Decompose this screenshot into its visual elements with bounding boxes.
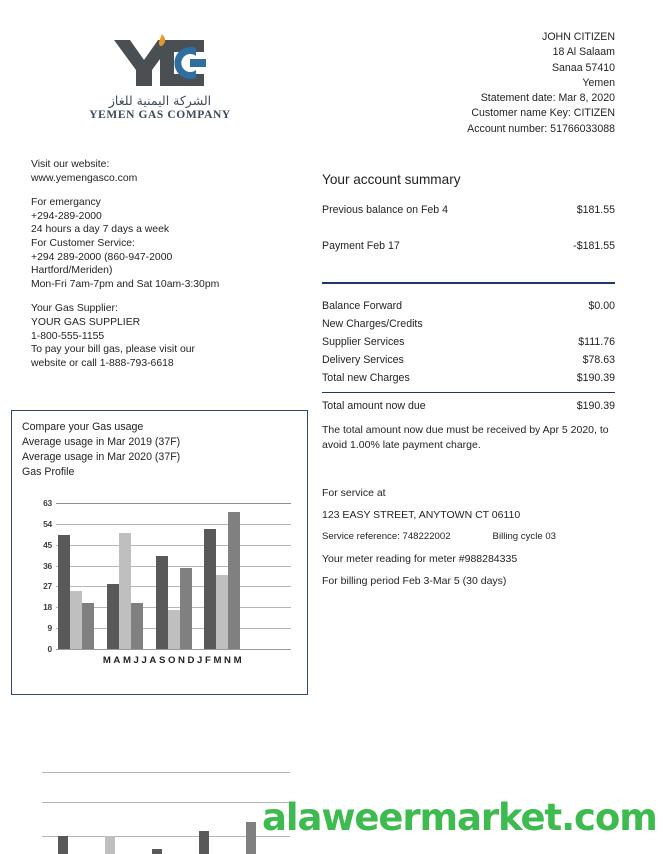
usage-legend-2019: Average usage in Mar 2019 (37F) [22, 436, 181, 448]
customer-service-hours: Mon-Fri 7am-7pm and Sat 10am-3:30pm [31, 278, 220, 290]
summary-row-balance-forward [322, 297, 615, 315]
spacer [322, 470, 615, 482]
spacer [322, 219, 615, 237]
spacer [31, 291, 301, 302]
bar-group [204, 512, 240, 649]
service-reference: Service reference: 748222002 [322, 531, 451, 542]
chart-plot-area [56, 503, 291, 650]
due-date-note: The total amount now due must be received by Apr 5 2020, to avoid 1.00% late payment charge. [322, 424, 609, 451]
chart-bar [228, 512, 240, 649]
chart-bar [152, 849, 162, 854]
summary-label: Delivery Services [322, 354, 404, 366]
y-tick-label: 27 [43, 581, 52, 592]
y-tick-label: 0 [47, 644, 52, 654]
summary-label: Total new Charges [322, 372, 410, 384]
website-label: Visit our website: [31, 159, 110, 170]
summary-label: New Charges/Credits [322, 318, 423, 330]
y-axis-tick-labels [22, 498, 52, 654]
company-name-arabic: الشركة اليمنية للغاز [108, 93, 212, 108]
summary-amount: -$181.55 [573, 240, 615, 252]
chart-bar [156, 556, 168, 649]
y-tick-label: 54 [43, 518, 52, 529]
gas-usage-bar-chart [22, 498, 299, 688]
supplier-label: Your Gas Supplier: [31, 303, 118, 315]
pay-instructions-line2: website or call 1-888-793-6618 [31, 357, 174, 369]
chart-bar [180, 568, 192, 649]
usage-legend-2020: Average usage in Mar 2020 (37F) [22, 451, 181, 463]
summary-row-previous-balance [322, 201, 615, 219]
secondary-bar-chart-partial [42, 764, 290, 854]
summary-label: Total amount now due [322, 400, 426, 412]
statement-date: Statement date: Mar 8, 2020 [480, 92, 615, 105]
customer-name-key: Customer name Key: CITIZEN [471, 107, 615, 120]
summary-divider-top [322, 282, 615, 284]
customer-address-block [467, 30, 615, 137]
summary-row-supplier-services [322, 333, 615, 351]
customer-service-label: For Customer Service: [31, 237, 135, 249]
chart-gridline [42, 772, 290, 773]
emergency-hours: 24 hours a day 7 days a week [31, 224, 170, 236]
chart-bar [119, 533, 131, 649]
summary-amount: $190.39 [576, 372, 615, 384]
website-url[interactable]: www.yemengasco.com [31, 172, 138, 184]
summary-row-new-charges-header [322, 315, 615, 333]
emergency-phone: +294-289-2000 [31, 210, 102, 222]
service-reference-row [322, 526, 615, 548]
y-tick-label: 9 [47, 623, 52, 634]
chart-bar [246, 822, 256, 854]
y-tick-label: 36 [43, 560, 52, 571]
supplier-name: YOUR GAS SUPPLIER [31, 316, 141, 328]
chart-bar [204, 529, 216, 650]
spacer [31, 185, 301, 196]
spacer [322, 452, 615, 470]
summary-row-total-due [322, 397, 615, 415]
customer-country: Yemen [582, 76, 615, 89]
y-tick-label: 18 [43, 602, 52, 613]
chart-bar [107, 584, 119, 649]
customer-address-line1: 18 Al Salaam [552, 46, 615, 59]
chart-bar [216, 575, 228, 649]
summary-label: Previous balance on Feb 4 [322, 204, 449, 216]
summary-row-total-new-charges [322, 369, 615, 387]
usage-panel-title: Compare your Gas usage [22, 421, 144, 433]
service-address: 123 EASY STREET, ANYTOWN CT 06110 [322, 509, 521, 521]
bar-group [107, 533, 143, 649]
summary-amount: $78.63 [582, 354, 615, 366]
summary-amount: $111.76 [578, 336, 615, 348]
pay-instructions-line1: To pay your bill gas, please visit our [31, 344, 196, 356]
y-tick-label: 63 [43, 498, 52, 508]
chart-bar [105, 836, 115, 854]
summary-amount: $190.39 [576, 400, 615, 412]
bar-group [58, 535, 94, 649]
chart-bar [199, 831, 209, 854]
customer-service-phone: +294 289-2000 (860-947-2000 [31, 251, 173, 263]
chart-bar [82, 603, 94, 649]
summary-row-delivery-services [322, 351, 615, 369]
chart-gridline [42, 802, 290, 803]
account-summary-section [322, 172, 615, 592]
summary-amount: $0.00 [588, 300, 615, 312]
meter-reading: Your meter reading for meter #988284335 [322, 553, 518, 565]
chart-bar [131, 603, 143, 649]
emergency-label: For emergancy [31, 197, 101, 209]
account-summary-title: Your account summary [322, 172, 461, 187]
bar-group [156, 556, 192, 649]
summary-label: Supplier Services [322, 336, 405, 348]
x-axis-tick-labels: MAMJJASONDJFMNM [102, 655, 245, 666]
service-address-header: For service at [322, 487, 386, 499]
summary-amount: $181.55 [576, 204, 615, 216]
customer-address-line2: Sanaa 57410 [551, 61, 615, 74]
chart-bar [58, 535, 70, 649]
company-logo [70, 32, 250, 121]
summary-divider-bottom [322, 392, 615, 393]
billing-period: For billing period Feb 3-Mar 5 (30 days) [322, 575, 507, 587]
chart-bar [168, 610, 180, 649]
summary-row-payment [322, 237, 615, 255]
chart-bar [58, 836, 68, 854]
company-name-latin: YEMEN GAS COMPANY [89, 109, 231, 121]
chart-bar [70, 591, 82, 649]
spacer [322, 255, 615, 273]
y-tick-label: 45 [43, 539, 52, 550]
customer-name: JOHN CITIZEN [542, 31, 615, 43]
gas-flame-logo-icon [100, 32, 220, 92]
billing-cycle: Billing cycle 03 [492, 531, 557, 542]
site-watermark: alaweermarket.com [262, 796, 657, 839]
chart-bars [56, 503, 291, 649]
summary-label: Balance Forward [322, 300, 403, 312]
customer-service-region: Hartford/Meriden) [31, 265, 113, 277]
summary-label: Payment Feb 17 [322, 240, 400, 252]
contact-info-block [31, 158, 301, 370]
gas-usage-panel-header [12, 411, 307, 480]
gas-usage-panel [11, 410, 308, 695]
usage-legend-gas-profile: Gas Profile [22, 466, 75, 478]
account-number: Account number: 51766033088 [467, 122, 615, 135]
supplier-phone: 1-800-555-1155 [31, 330, 105, 342]
